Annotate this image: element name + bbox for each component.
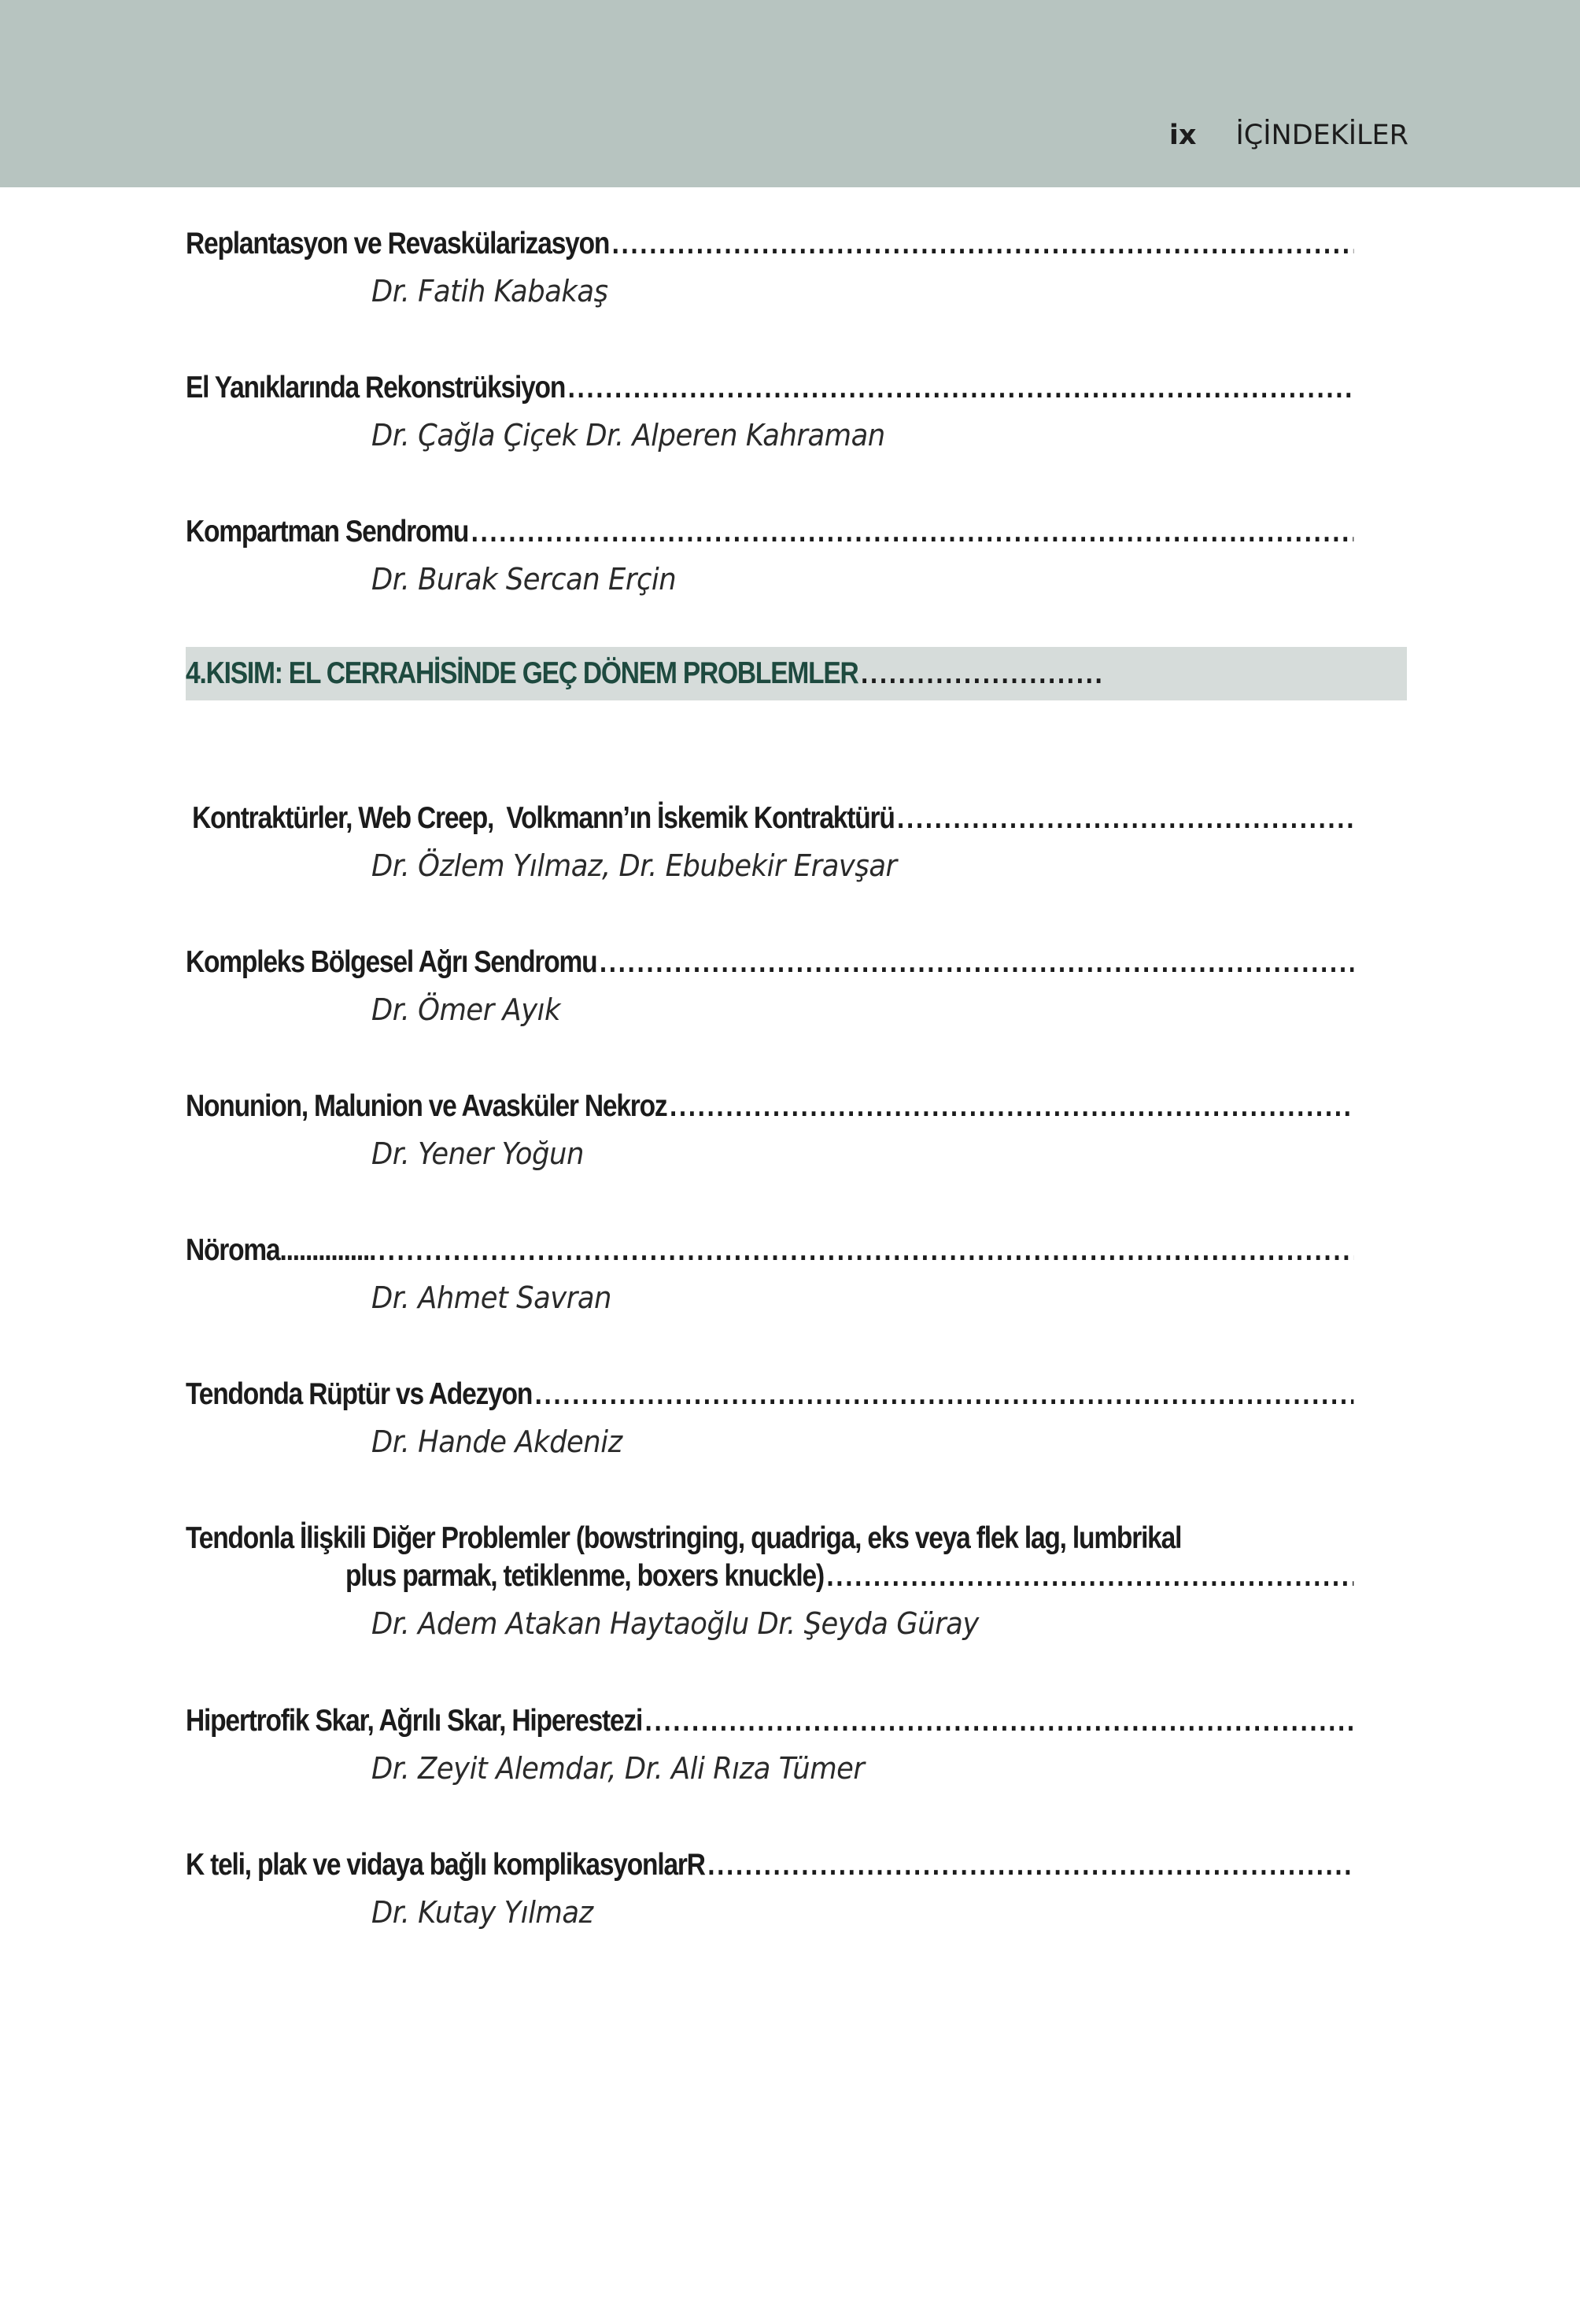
section-heading[interactable] <box>186 647 1407 700</box>
toc-entry[interactable] <box>186 1088 1353 1171</box>
entry-author: Dr. Yener Yoğun <box>371 1136 584 1171</box>
leader-dots <box>707 1846 1353 1884</box>
toc-entry[interactable] <box>186 369 1353 453</box>
entry-author: Dr. Çağla Çiçek Dr. Alperen Kahraman <box>371 418 885 453</box>
entry-title: Nöroma............... <box>186 1233 376 1267</box>
entry-author: Dr. Özlem Yılmaz, Dr. Ebubekir Eravşar <box>371 848 897 883</box>
entry-title: Kompleks Bölgesel Ağrı Sendromu <box>186 945 597 979</box>
entry-author: Dr. Hande Akdeniz <box>371 1424 622 1459</box>
entry-title: Kompartman Sendromu <box>186 515 469 549</box>
entry-title-line <box>186 225 1353 263</box>
entry-title-line <box>186 944 1353 981</box>
entry-author: Dr. Adem Atakan Haytaoğlu Dr. Şeyda Güray <box>371 1606 979 1641</box>
entry-title: Tendonda Rüptür vs Adezyon <box>186 1377 533 1411</box>
toc-entry[interactable] <box>186 800 1353 883</box>
leader-dots <box>645 1702 1354 1740</box>
entry-title-line <box>186 369 1353 407</box>
entry-title-line <box>186 1702 1353 1740</box>
entry-author: Dr. Fatih Kabakaş <box>371 274 608 309</box>
leader-dots <box>600 944 1353 981</box>
entry-title-line <box>186 513 1353 551</box>
entry-title-line <box>186 1232 1353 1269</box>
leader-dots <box>568 369 1354 407</box>
entry-author: Dr. Ömer Ayık <box>371 992 561 1027</box>
leader-dots <box>471 513 1354 551</box>
entry-title-continuation-line <box>186 1557 1353 1595</box>
running-header <box>1169 120 1408 151</box>
entry-title-line <box>186 1376 1353 1413</box>
toc-entry[interactable] <box>186 513 1353 597</box>
entry-title-line <box>186 1846 1353 1884</box>
header-band <box>0 0 1580 187</box>
entry-title-line <box>186 800 1353 837</box>
entry-title: Tendonla İlişkili Diğer Problemler (bowstringing, quadriga, eks veya flek lag, lumbrikal <box>186 1521 1182 1555</box>
toc-entry[interactable] <box>186 225 1353 309</box>
toc-entry[interactable] <box>186 1376 1353 1459</box>
leader-dots <box>612 225 1354 263</box>
entry-title-line <box>186 1520 1353 1557</box>
entry-author: Dr. Ahmet Savran <box>371 1280 611 1315</box>
leader-dots <box>897 800 1353 837</box>
toc-entry[interactable] <box>186 1846 1353 1930</box>
entry-title-continuation: plus parmak, tetiklenme, boxers knuckle) <box>345 1559 824 1593</box>
toc-entry[interactable] <box>186 1702 1353 1786</box>
entry-author: Dr. Zeyit Alemdar, Dr. Ali Rıza Tümer <box>371 1751 865 1786</box>
leader-dots <box>535 1376 1354 1413</box>
entry-title: Kontraktürler, Web Creep, Volkmann’ın İskemik Kontraktürü <box>186 801 895 835</box>
entry-title: El Yanıklarında Rekonstrüksiyon <box>186 371 566 405</box>
entry-title: Nonunion, Malunion ve Avasküler Nekroz <box>186 1089 667 1123</box>
page-number: ix <box>1168 120 1197 151</box>
section-title-line <box>186 647 1103 700</box>
entry-author: Dr. Burak Sercan Erçin <box>371 562 677 597</box>
entry-title: Replantasyon ve Revaskülarizasyon <box>186 227 610 260</box>
leader-dots <box>670 1088 1353 1125</box>
leader-dots <box>826 1557 1353 1595</box>
entry-author: Dr. Kutay Yılmaz <box>371 1895 593 1930</box>
toc-entry[interactable] <box>186 944 1353 1027</box>
entry-title: Hipertrofik Skar, Ağrılı Skar, Hiperestezi <box>186 1704 643 1738</box>
running-title: İÇİNDEKİLER <box>1235 120 1408 151</box>
entry-title: K teli, plak ve vidaya bağlı komplikasyonlarR <box>186 1848 705 1882</box>
entry-title-line <box>186 1088 1353 1125</box>
leader-dots <box>861 647 1103 700</box>
leader-dots <box>378 1232 1354 1269</box>
toc-entry[interactable] <box>186 1520 1353 1641</box>
toc-entry[interactable] <box>186 1232 1353 1315</box>
section-title: 4.KISIM: EL CERRAHİSİNDE GEÇ DÖNEM PROBLEMLER <box>186 656 858 690</box>
